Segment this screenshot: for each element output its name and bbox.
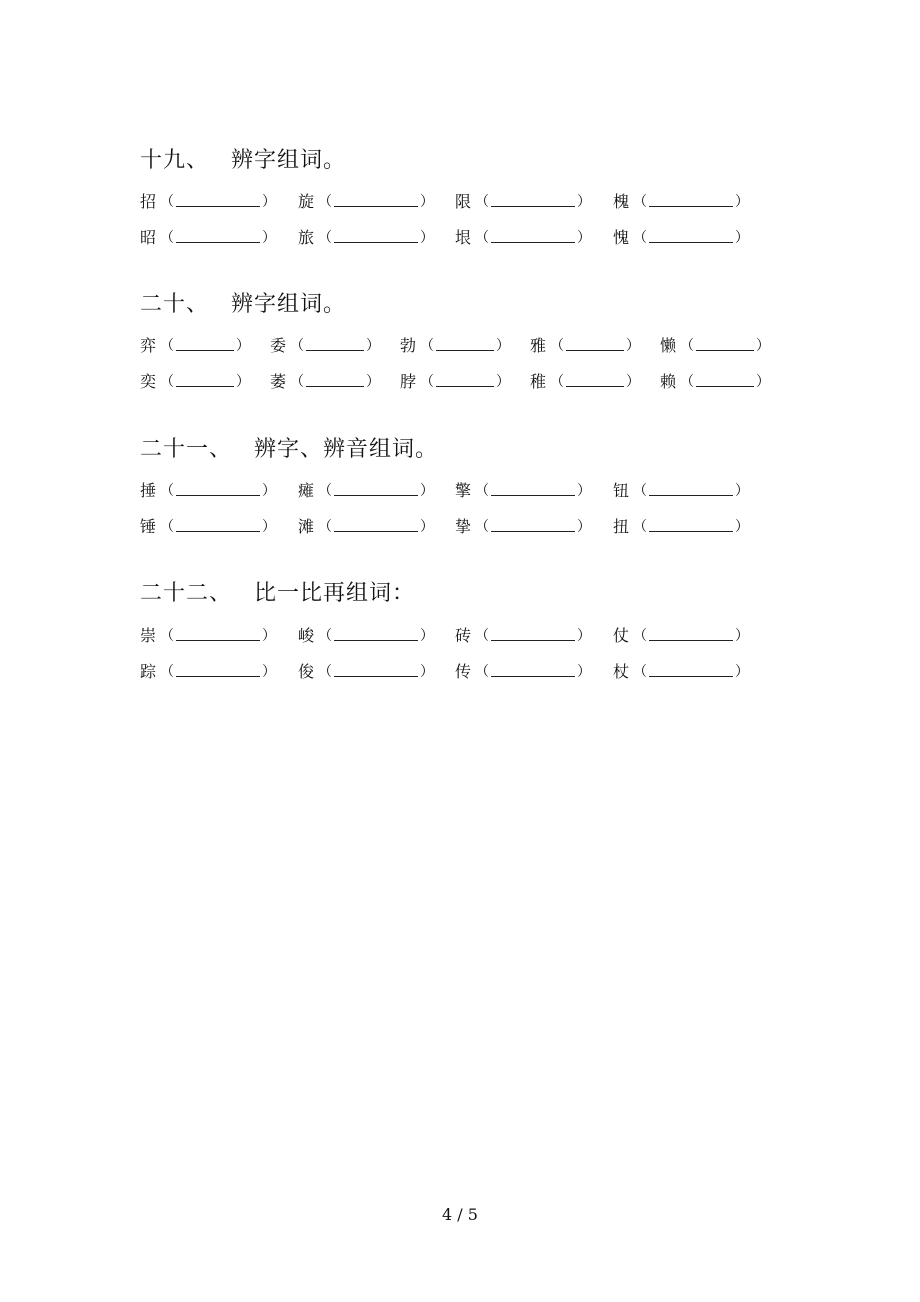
word-item (613, 516, 749, 538)
section-22 (140, 579, 800, 681)
word-item (613, 227, 749, 249)
answer-blank[interactable] (491, 625, 575, 641)
answer-blank[interactable] (176, 227, 260, 243)
open-paren: （ (475, 519, 490, 535)
character: 旅 (298, 228, 315, 247)
close-paren: ） (735, 664, 750, 680)
character: 弈 (140, 336, 157, 355)
word-item (660, 371, 770, 393)
open-paren: （ (633, 664, 648, 680)
character: 稚 (530, 372, 547, 391)
section-21 (140, 435, 800, 536)
character: 瘫 (298, 481, 315, 500)
answer-blank[interactable] (491, 516, 575, 532)
page-number: 4 / 5 (442, 1205, 478, 1224)
word-item (613, 191, 749, 213)
close-paren: ） (626, 338, 641, 354)
close-paren: ） (756, 338, 771, 354)
section-20 (140, 290, 800, 391)
open-paren: （ (160, 194, 175, 210)
character: 萎 (270, 372, 287, 391)
close-paren: ） (577, 664, 592, 680)
open-paren: （ (160, 664, 175, 680)
close-paren: ） (420, 519, 435, 535)
answer-blank[interactable] (566, 335, 624, 351)
open-paren: （ (318, 194, 333, 210)
answer-blank[interactable] (649, 227, 733, 243)
character: 踪 (140, 662, 157, 681)
open-paren: （ (475, 230, 490, 246)
word-item (400, 371, 510, 393)
word-item (270, 371, 380, 393)
word-item (613, 480, 749, 502)
word-item (140, 227, 276, 249)
open-paren: （ (550, 338, 565, 354)
character: 俊 (298, 662, 315, 681)
section-heading: 比一比再组词： (254, 581, 416, 606)
close-paren: ） (262, 194, 277, 210)
character: 砖 (455, 626, 472, 645)
open-paren: （ (318, 230, 333, 246)
character: 招 (140, 192, 157, 211)
word-item (140, 625, 276, 647)
open-paren: （ (475, 664, 490, 680)
character: 垠 (455, 228, 472, 247)
answer-blank[interactable] (649, 480, 733, 496)
answer-blank[interactable] (334, 227, 418, 243)
answer-blank[interactable] (649, 191, 733, 207)
section-number: 十九、 (140, 148, 210, 173)
word-item (455, 625, 591, 647)
character: 旋 (298, 192, 315, 211)
close-paren: ） (496, 338, 511, 354)
character: 雅 (530, 336, 547, 355)
answer-blank[interactable] (176, 480, 260, 496)
word-item (613, 625, 749, 647)
character: 擎 (455, 481, 472, 500)
section-number: 二十二、 (140, 581, 233, 606)
answer-blank[interactable] (491, 227, 575, 243)
open-paren: （ (318, 519, 333, 535)
open-paren: （ (633, 519, 648, 535)
open-paren: （ (633, 628, 648, 644)
open-paren: （ (290, 338, 305, 354)
word-item (298, 227, 434, 249)
open-paren: （ (318, 664, 333, 680)
word-item (140, 661, 276, 683)
word-item (298, 516, 434, 538)
open-paren: （ (633, 483, 648, 499)
word-item (298, 625, 434, 647)
open-paren: （ (475, 194, 490, 210)
word-item (455, 480, 591, 502)
close-paren: ） (735, 483, 750, 499)
close-paren: ） (366, 374, 381, 390)
open-paren: （ (160, 628, 175, 644)
character: 杖 (613, 662, 630, 681)
character: 传 (455, 662, 472, 681)
close-paren: ） (262, 230, 277, 246)
close-paren: ） (262, 483, 277, 499)
section-title (140, 579, 800, 609)
open-paren: （ (160, 483, 175, 499)
close-paren: ） (420, 194, 435, 210)
open-paren: （ (290, 374, 305, 390)
character: 限 (455, 192, 472, 211)
close-paren: ） (420, 664, 435, 680)
answer-blank[interactable] (696, 335, 754, 351)
answer-blank[interactable] (306, 335, 364, 351)
word-item (400, 335, 510, 357)
character: 滩 (298, 517, 315, 536)
answer-blank[interactable] (649, 661, 733, 677)
character: 钮 (613, 481, 630, 500)
character: 槐 (613, 192, 630, 211)
word-item (613, 661, 749, 683)
close-paren: ） (262, 519, 277, 535)
close-paren: ） (577, 519, 592, 535)
open-paren: （ (160, 230, 175, 246)
open-paren: （ (420, 374, 435, 390)
section-heading: 辨字组词。 (231, 148, 347, 173)
close-paren: ） (420, 483, 435, 499)
word-item (298, 661, 434, 683)
character: 锤 (140, 517, 157, 536)
close-paren: ） (262, 664, 277, 680)
word-item (140, 516, 276, 538)
answer-blank[interactable] (649, 625, 733, 641)
section-heading: 辨字、辨音组词。 (254, 437, 439, 462)
close-paren: ） (577, 230, 592, 246)
close-paren: ） (236, 338, 251, 354)
open-paren: （ (550, 374, 565, 390)
section-19 (140, 146, 800, 247)
answer-blank[interactable] (491, 480, 575, 496)
word-item (298, 191, 434, 213)
section-number: 二十、 (140, 292, 210, 317)
word-item (455, 661, 591, 683)
answer-blank[interactable] (176, 335, 234, 351)
answer-blank[interactable] (436, 335, 494, 351)
close-paren: ） (735, 230, 750, 246)
word-item (140, 191, 276, 213)
close-paren: ） (420, 230, 435, 246)
answer-blank[interactable] (334, 661, 418, 677)
close-paren: ） (626, 374, 641, 390)
close-paren: ） (420, 628, 435, 644)
word-item (140, 371, 250, 393)
close-paren: ） (366, 338, 381, 354)
answer-blank[interactable] (649, 516, 733, 532)
open-paren: （ (633, 230, 648, 246)
answer-blank[interactable] (334, 480, 418, 496)
answer-blank[interactable] (306, 371, 364, 387)
character: 奕 (140, 372, 157, 391)
close-paren: ） (236, 374, 251, 390)
section-number: 二十一、 (140, 437, 233, 462)
open-paren: （ (475, 483, 490, 499)
word-item (140, 335, 250, 357)
section-title (140, 146, 800, 176)
open-paren: （ (633, 194, 648, 210)
open-paren: （ (318, 483, 333, 499)
word-item (270, 335, 380, 357)
answer-blank[interactable] (491, 191, 575, 207)
open-paren: （ (420, 338, 435, 354)
word-item (455, 516, 591, 538)
character: 委 (270, 336, 287, 355)
open-paren: （ (160, 374, 175, 390)
close-paren: ） (735, 628, 750, 644)
open-paren: （ (680, 374, 695, 390)
section-heading: 辨字组词。 (231, 292, 347, 317)
answer-blank[interactable] (176, 661, 260, 677)
open-paren: （ (160, 338, 175, 354)
character: 勃 (400, 336, 417, 355)
word-item (530, 335, 640, 357)
answer-blank[interactable] (176, 625, 260, 641)
answer-blank[interactable] (491, 661, 575, 677)
answer-blank[interactable] (566, 371, 624, 387)
close-paren: ） (496, 374, 511, 390)
character: 愧 (613, 228, 630, 247)
character: 峻 (298, 626, 315, 645)
word-item (455, 191, 591, 213)
character: 脖 (400, 372, 417, 391)
word-item (298, 480, 434, 502)
section-title (140, 435, 800, 465)
word-item (455, 227, 591, 249)
word-item (660, 335, 770, 357)
word-item (140, 480, 276, 502)
close-paren: ） (735, 194, 750, 210)
open-paren: （ (475, 628, 490, 644)
character: 崇 (140, 626, 157, 645)
answer-blank[interactable] (334, 516, 418, 532)
answer-blank[interactable] (696, 371, 754, 387)
character: 昭 (140, 228, 157, 247)
character: 赖 (660, 372, 677, 391)
answer-blank[interactable] (334, 191, 418, 207)
answer-blank[interactable] (176, 371, 234, 387)
character: 挚 (455, 517, 472, 536)
answer-blank[interactable] (436, 371, 494, 387)
answer-blank[interactable] (176, 516, 260, 532)
close-paren: ） (262, 628, 277, 644)
answer-blank[interactable] (176, 191, 260, 207)
answer-blank[interactable] (334, 625, 418, 641)
close-paren: ） (735, 519, 750, 535)
section-title (140, 290, 800, 320)
character: 仗 (613, 626, 630, 645)
open-paren: （ (318, 628, 333, 644)
close-paren: ） (756, 374, 771, 390)
open-paren: （ (160, 519, 175, 535)
character: 扭 (613, 517, 630, 536)
close-paren: ） (577, 628, 592, 644)
character: 懒 (660, 336, 677, 355)
close-paren: ） (577, 483, 592, 499)
open-paren: （ (680, 338, 695, 354)
character: 捶 (140, 481, 157, 500)
close-paren: ） (577, 194, 592, 210)
word-item (530, 371, 640, 393)
